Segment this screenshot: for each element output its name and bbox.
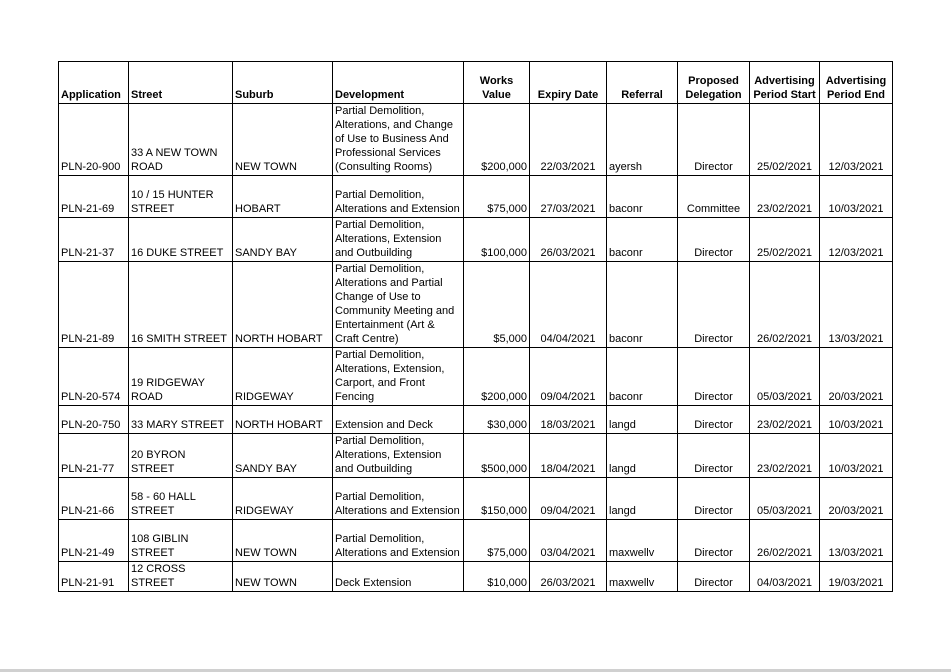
- cell-suburb: NEW TOWN: [233, 562, 333, 592]
- cell-development: Partial Demolition, Alterations, Extension and Outbuilding: [333, 218, 464, 262]
- header-expiry-date: Expiry Date: [530, 62, 607, 104]
- cell-advertising-start: 26/02/2021: [750, 520, 820, 562]
- cell-advertising-start: 25/02/2021: [750, 104, 820, 176]
- cell-expiry-date: 18/03/2021: [530, 406, 607, 434]
- cell-referral: baconr: [607, 262, 678, 348]
- cell-advertising-start: 04/03/2021: [750, 562, 820, 592]
- cell-delegation: Director: [678, 520, 750, 562]
- cell-development: Partial Demolition, Alterations, Extension and Outbuilding: [333, 434, 464, 478]
- cell-expiry-date: 26/03/2021: [530, 562, 607, 592]
- cell-street: 33 MARY STREET: [129, 406, 233, 434]
- cell-works-value: $75,000: [464, 520, 530, 562]
- cell-advertising-start: 05/03/2021: [750, 348, 820, 406]
- cell-advertising-end: 13/03/2021: [820, 520, 893, 562]
- cell-suburb: NORTH HOBART: [233, 262, 333, 348]
- cell-advertising-end: 20/03/2021: [820, 348, 893, 406]
- cell-expiry-date: 04/04/2021: [530, 262, 607, 348]
- cell-referral: langd: [607, 406, 678, 434]
- cell-expiry-date: 09/04/2021: [530, 348, 607, 406]
- cell-delegation: Director: [678, 562, 750, 592]
- header-application: Application: [59, 62, 129, 104]
- cell-application: PLN-21-66: [59, 478, 129, 520]
- cell-advertising-end: 12/03/2021: [820, 104, 893, 176]
- cell-works-value: $10,000: [464, 562, 530, 592]
- cell-advertising-end: 10/03/2021: [820, 406, 893, 434]
- cell-advertising-end: 10/03/2021: [820, 434, 893, 478]
- cell-works-value: $200,000: [464, 348, 530, 406]
- table-header: [59, 62, 893, 104]
- cell-suburb: NEW TOWN: [233, 104, 333, 176]
- header-street: Street: [129, 62, 233, 104]
- cell-referral: langd: [607, 478, 678, 520]
- table-row: [59, 562, 893, 592]
- cell-delegation: Director: [678, 218, 750, 262]
- cell-suburb: HOBART: [233, 176, 333, 218]
- cell-development: Partial Demolition, Alterations and Extension: [333, 176, 464, 218]
- table-row: [59, 348, 893, 406]
- cell-expiry-date: 18/04/2021: [530, 434, 607, 478]
- table-row: [59, 478, 893, 520]
- cell-street: 108 GIBLIN STREET: [129, 520, 233, 562]
- table-row: [59, 104, 893, 176]
- cell-referral: langd: [607, 434, 678, 478]
- cell-development: Extension and Deck: [333, 406, 464, 434]
- cell-advertising-end: 19/03/2021: [820, 562, 893, 592]
- header-advertising-end: Advertising Period End: [820, 62, 893, 104]
- cell-development: Partial Demolition, Alterations and Extension: [333, 520, 464, 562]
- cell-development: Deck Extension: [333, 562, 464, 592]
- cell-referral: maxwellv: [607, 520, 678, 562]
- cell-development: Partial Demolition, Alterations, and Change of Use to Business And Professional Services (Consulting Rooms): [333, 104, 464, 176]
- cell-advertising-start: 23/02/2021: [750, 434, 820, 478]
- cell-referral: ayersh: [607, 104, 678, 176]
- cell-delegation: Committee: [678, 176, 750, 218]
- cell-application: PLN-21-49: [59, 520, 129, 562]
- cell-works-value: $5,000: [464, 262, 530, 348]
- table-body: [59, 104, 893, 592]
- cell-works-value: $75,000: [464, 176, 530, 218]
- cell-advertising-start: 23/02/2021: [750, 406, 820, 434]
- table-row: [59, 434, 893, 478]
- cell-suburb: RIDGEWAY: [233, 478, 333, 520]
- cell-street: 12 CROSS STREET: [129, 562, 233, 592]
- header-development: Development: [333, 62, 464, 104]
- header-row: [59, 62, 893, 104]
- cell-street: 10 / 15 HUNTER STREET: [129, 176, 233, 218]
- cell-development: Partial Demolition, Alterations and Partial Change of Use to Community Meeting and Entertainment (Art & Craft Centre): [333, 262, 464, 348]
- planning-applications-table: [58, 61, 893, 592]
- cell-delegation: Director: [678, 478, 750, 520]
- cell-application: PLN-21-37: [59, 218, 129, 262]
- cell-advertising-end: 20/03/2021: [820, 478, 893, 520]
- cell-application: PLN-21-69: [59, 176, 129, 218]
- header-proposed-delegation: Proposed Delegation: [678, 62, 750, 104]
- cell-referral: baconr: [607, 218, 678, 262]
- table-row: [59, 520, 893, 562]
- table-row: [59, 218, 893, 262]
- cell-suburb: NEW TOWN: [233, 520, 333, 562]
- cell-referral: baconr: [607, 348, 678, 406]
- cell-application: PLN-20-574: [59, 348, 129, 406]
- table-row: [59, 406, 893, 434]
- cell-application: PLN-21-91: [59, 562, 129, 592]
- cell-street: 33 A NEW TOWN ROAD: [129, 104, 233, 176]
- cell-advertising-start: 05/03/2021: [750, 478, 820, 520]
- cell-street: 16 SMITH STREET: [129, 262, 233, 348]
- cell-works-value: $200,000: [464, 104, 530, 176]
- cell-suburb: RIDGEWAY: [233, 348, 333, 406]
- cell-works-value: $500,000: [464, 434, 530, 478]
- cell-delegation: Director: [678, 406, 750, 434]
- cell-suburb: SANDY BAY: [233, 434, 333, 478]
- cell-street: 58 - 60 HALL STREET: [129, 478, 233, 520]
- cell-expiry-date: 03/04/2021: [530, 520, 607, 562]
- table-row: [59, 262, 893, 348]
- cell-advertising-end: 12/03/2021: [820, 218, 893, 262]
- cell-application: PLN-21-77: [59, 434, 129, 478]
- cell-street: 19 RIDGEWAY ROAD: [129, 348, 233, 406]
- cell-delegation: Director: [678, 348, 750, 406]
- cell-development: Partial Demolition, Alterations, Extension, Carport, and Front Fencing: [333, 348, 464, 406]
- cell-suburb: SANDY BAY: [233, 218, 333, 262]
- cell-street: 16 DUKE STREET: [129, 218, 233, 262]
- cell-works-value: $30,000: [464, 406, 530, 434]
- cell-referral: maxwellv: [607, 562, 678, 592]
- cell-expiry-date: 27/03/2021: [530, 176, 607, 218]
- cell-advertising-start: 26/02/2021: [750, 262, 820, 348]
- cell-street: 20 BYRON STREET: [129, 434, 233, 478]
- cell-application: PLN-20-750: [59, 406, 129, 434]
- cell-works-value: $100,000: [464, 218, 530, 262]
- cell-expiry-date: 26/03/2021: [530, 218, 607, 262]
- cell-suburb: NORTH HOBART: [233, 406, 333, 434]
- cell-referral: baconr: [607, 176, 678, 218]
- cell-application: PLN-20-900: [59, 104, 129, 176]
- cell-development: Partial Demolition, Alterations and Extension: [333, 478, 464, 520]
- table-row: [59, 176, 893, 218]
- cell-delegation: Director: [678, 104, 750, 176]
- cell-application: PLN-21-89: [59, 262, 129, 348]
- cell-advertising-end: 13/03/2021: [820, 262, 893, 348]
- cell-advertising-start: 25/02/2021: [750, 218, 820, 262]
- cell-advertising-end: 10/03/2021: [820, 176, 893, 218]
- header-works-value: Works Value: [464, 62, 530, 104]
- cell-expiry-date: 22/03/2021: [530, 104, 607, 176]
- header-suburb: Suburb: [233, 62, 333, 104]
- header-referral: Referral: [607, 62, 678, 104]
- cell-delegation: Director: [678, 262, 750, 348]
- cell-advertising-start: 23/02/2021: [750, 176, 820, 218]
- header-advertising-start: Advertising Period Start: [750, 62, 820, 104]
- cell-expiry-date: 09/04/2021: [530, 478, 607, 520]
- cell-works-value: $150,000: [464, 478, 530, 520]
- cell-delegation: Director: [678, 434, 750, 478]
